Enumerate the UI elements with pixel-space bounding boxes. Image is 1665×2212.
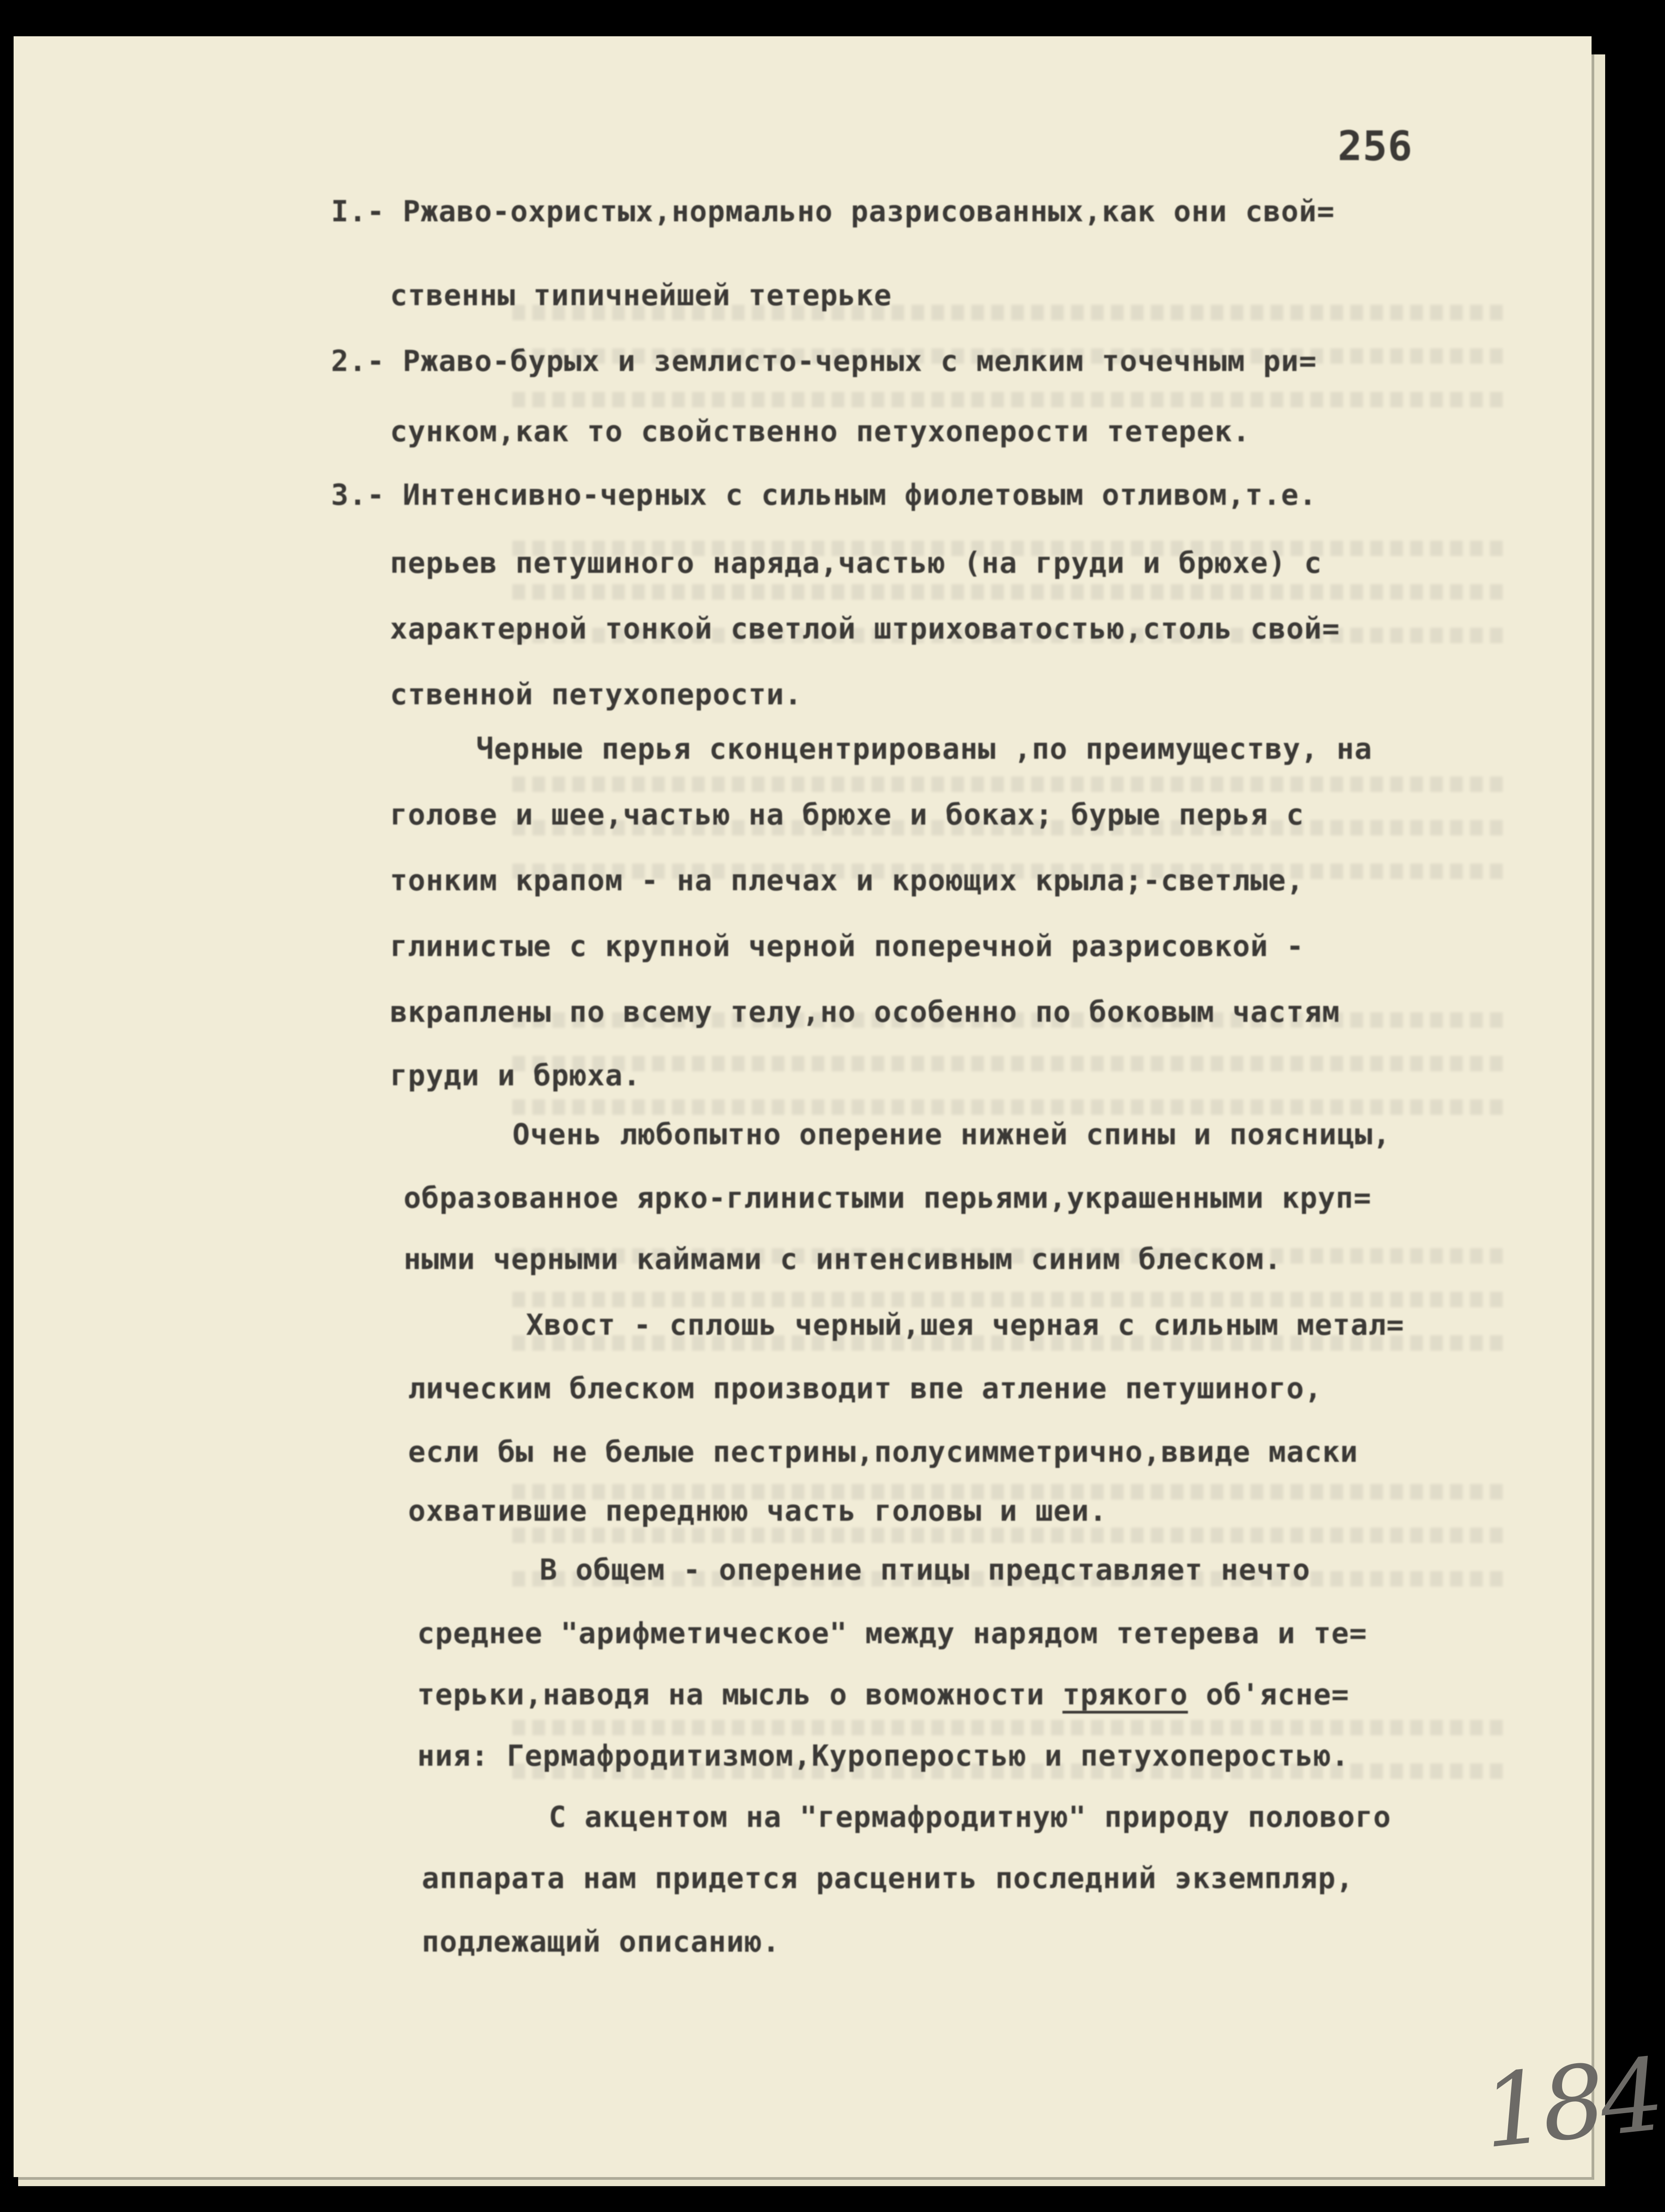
paragraph-5-line-3: подлежащий описанию.: [422, 1925, 780, 1959]
document-page: [14, 36, 1665, 2177]
paragraph-3-line-2: лическим блеском производит впе атление петушиного,: [408, 1372, 1323, 1406]
paragraph-4-line-3: терьки,наводя на мысль о воможности трякого об'ясне=: [417, 1678, 1349, 1712]
archive-page-number-handwritten: 184: [1477, 2036, 1665, 2171]
paragraph-2-line-1: Очень любопытно оперение нижней спины и поясницы,: [512, 1118, 1391, 1152]
page-number: 256: [1338, 122, 1413, 170]
paragraph-4-line-2: среднее "арифметическое" между нарядом тетерева и те=: [417, 1617, 1368, 1650]
underlined-word: трякого: [1062, 1678, 1188, 1712]
paragraph-2-line-3: ными черными каймами с интенсивным синим блеском.: [404, 1243, 1282, 1276]
paragraph-3-line-3: если бы не белые пестрины,полусимметрично,ввиде маски: [408, 1436, 1358, 1469]
list-item-3-line-4: ственной петухоперости.: [390, 678, 803, 712]
list-item-3-line-2: перьев петушиного наряда,частью (на груди и брюхе) с: [390, 547, 1322, 580]
paragraph-2-line-2: образованное ярко-глинистыми перьями,украшенными круп=: [404, 1182, 1372, 1215]
paragraph-1-line-6: груди и брюха.: [390, 1059, 641, 1093]
paragraph-1-line-1: Черные перья сконцентрированы ,по преимуществу, на: [476, 732, 1373, 766]
paragraph-1-line-2: голове и шее,частью на брюхе и боках; бурые перья с: [390, 798, 1305, 832]
list-item-3-line-3: характерной тонкой светлой штриховатостью,столь свой=: [390, 612, 1340, 646]
paragraph-5-line-1: С акцентом на "гермафродитную" природу полового: [549, 1801, 1391, 1834]
paragraph-1-line-5: вкраплены по всему телу,но особенно по боковым частям: [390, 996, 1340, 1029]
paragraph-3-line-4: охватившие переднюю часть головы и шеи.: [408, 1494, 1107, 1528]
paragraph-3-line-1: Хвост - сплошь черный,шея черная с сильным метал=: [526, 1309, 1405, 1342]
list-item-3-line-1: 3.- Интенсивно-черных с сильным фиолетовым отливом,т.е.: [331, 479, 1317, 512]
list-item-1-line-2: ственны типичнейшей тетерьке: [390, 279, 892, 313]
list-item-2-line-2: сунком,как то свойственно петухоперости тетерек.: [390, 415, 1251, 449]
paragraph-5-line-2: аппарата нам придется расценить последний экземпляр,: [422, 1862, 1354, 1895]
paragraph-4-line-4: ния: Гермафродитизмом,Куроперостью и петухоперостью.: [417, 1739, 1349, 1773]
paragraph-4-line-1: В общем - оперение птицы представляет нечто: [540, 1553, 1310, 1587]
list-item-2-line-1: 2.- Ржаво-бурых и землисто-черных с мелким точечным ри=: [331, 345, 1317, 378]
paragraph-1-line-4: глинистые с крупной черной поперечной разрисовкой -: [390, 930, 1305, 963]
paragraph-1-line-3: тонким крапом - на плечах и кроющих крыла;-светлые,: [390, 864, 1305, 898]
list-item-1-line-1: I.- Ржаво-охристых,нормально разрисованных,как они свой=: [331, 195, 1335, 229]
